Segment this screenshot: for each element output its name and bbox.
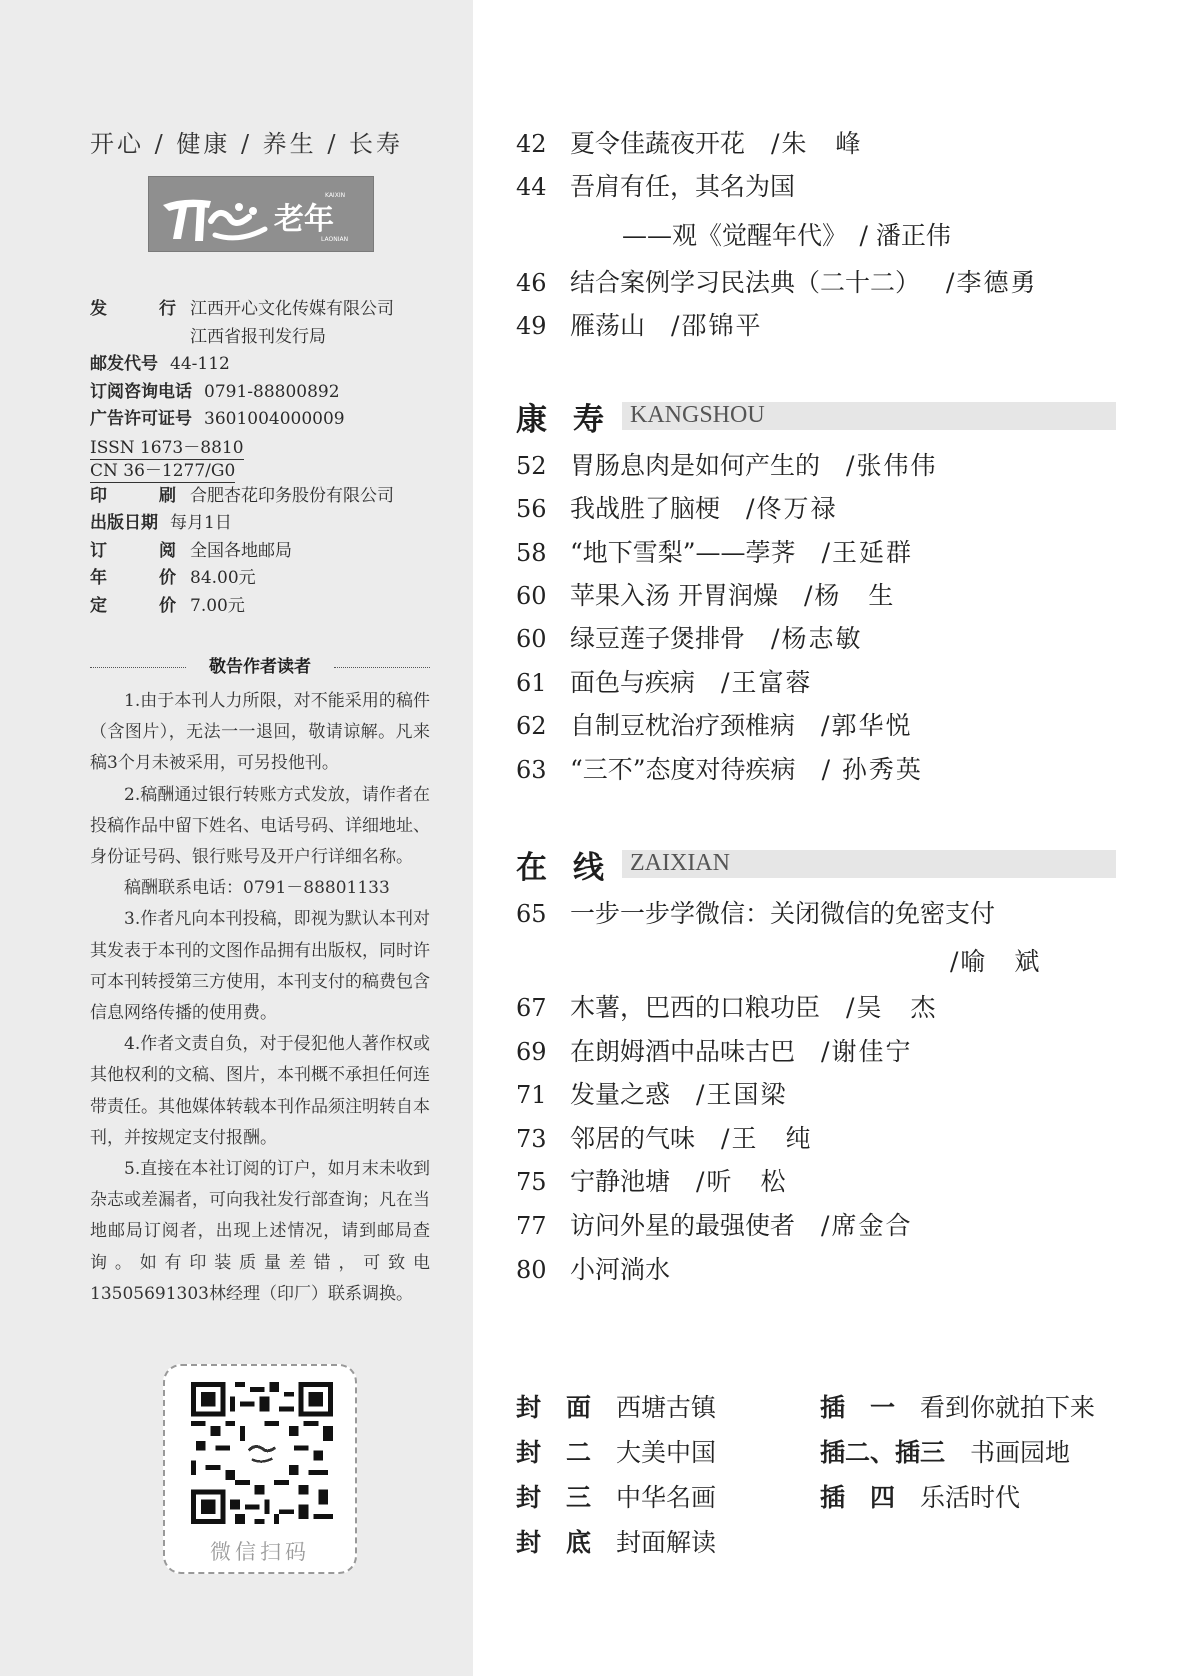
section-header-zaixian: [516, 846, 1116, 886]
info-price: 定 价 7.00元: [90, 595, 245, 616]
toc-title: 一步一步学微信：关闭微信的免密支付: [570, 899, 996, 928]
toc-title: 我战胜了脑梗: [570, 494, 721, 523]
info-phone: 订阅咨询电话 0791-88800892: [90, 381, 340, 402]
qr-caption: 微信扫码: [210, 1540, 310, 1564]
section-title: 在线: [516, 850, 630, 886]
toc-entry[interactable]: 67 木薯，巴西的口粮功臣 /吴 杰: [516, 993, 938, 1022]
toc-title: 雁荡山: [570, 311, 646, 340]
toc-title: 结合案例学习民法典（二十二）: [570, 268, 921, 297]
toc-entry[interactable]: 63 “三不”态度对待疾病 / 孙秀英: [516, 755, 923, 784]
toc-title: 宁静池塘: [570, 1167, 671, 1196]
toc-entry[interactable]: 42 夏令佳蔬夜开花 /朱 峰: [516, 129, 863, 158]
info-publisher: 发 行 江西开心文化传媒有限公司: [90, 299, 394, 319]
toc-entry[interactable]: 58 “地下雪梨”——荸荠 /王延群: [516, 538, 913, 567]
toc-title: 在朗姆酒中品味古巴: [570, 1037, 796, 1066]
credit-item: 封 三 中华名画: [516, 1483, 717, 1512]
toc-entry[interactable]: 77 访问外星的最强使者 /席金合: [516, 1211, 913, 1240]
qr-code-icon: [191, 1382, 333, 1524]
notice-paragraph: 3.作者凡向本刊投稿，即视为默认本刊对其发表于本刊的文图作品拥有出版权，同时许可本刊转授第三方使用，本刊支付的稿费包含信息网络传播的使用费。: [90, 909, 430, 1024]
toc-title: 邻居的气味: [570, 1124, 696, 1153]
toc-title: 自制豆枕治疗颈椎病: [570, 711, 796, 740]
toc-entry[interactable]: 56 我战胜了脑梗 /佟万禄: [516, 494, 838, 523]
toc-title: 夏令佳蔬夜开花: [570, 129, 746, 158]
publication-info: [90, 296, 450, 620]
info-postal-code: 邮发代号 44-112: [90, 354, 230, 374]
credit-item: 封 二 大美中国: [516, 1438, 717, 1467]
info-distributor: 江西省报刊发行局: [190, 326, 326, 347]
info-ad-license: 广告许可证号 3601004000009: [90, 409, 345, 429]
toc-title: 胃肠息肉是如何产生的: [570, 451, 821, 480]
info-printer: 印 刷 合肥杏花印务股份有限公司: [90, 485, 394, 506]
toc-title: 小河淌水: [570, 1255, 671, 1284]
divider: [90, 667, 186, 668]
section-header-kangshou: [516, 398, 1116, 438]
toc-title: 苹果入汤 开胃润燥: [570, 581, 778, 610]
toc-subtitle: ——观《觉醒年代》 / 潘正伟: [622, 221, 951, 250]
wechat-qr-box[interactable]: [163, 1364, 357, 1574]
toc-author: /听 松: [696, 1167, 788, 1196]
toc-title: 吾肩有任，其名为国: [570, 172, 796, 201]
toc-author: / 孙秀英: [821, 755, 923, 784]
toc-author: /李德勇: [946, 268, 1038, 297]
toc-entry[interactable]: 71 发量之惑 /王国梁: [516, 1080, 788, 1109]
section-title-en: ZAIXIAN: [630, 850, 730, 876]
info-annual-price: 年 价 84.00元: [90, 568, 256, 588]
toc-author: /王 纯: [721, 1124, 813, 1153]
logo-sub-text: 老年: [274, 202, 334, 237]
svg-text:KAIXIN: KAIXIN: [325, 192, 346, 199]
section-title: 康寿: [516, 402, 630, 438]
magazine-logo: [148, 176, 374, 252]
toc-title: “地下雪梨”——荸荠: [570, 538, 796, 567]
toc-entry[interactable]: 69 在朗姆酒中品味古巴 /谢佳宁: [516, 1037, 913, 1066]
toc-title: 面色与疾病: [570, 668, 696, 697]
toc-author: /王国梁: [696, 1080, 788, 1109]
toc-title: 发量之惑: [570, 1080, 671, 1109]
info-pub-date: 出版日期 每月1日: [90, 513, 232, 533]
divider: [334, 667, 430, 668]
section-title-en: KANGSHOU: [630, 402, 765, 428]
toc-entry[interactable]: 60 绿豆莲子煲排骨 /杨志敏: [516, 624, 863, 653]
toc-title: 木薯，巴西的口粮功臣: [570, 993, 821, 1022]
toc-author: /王富蓉: [721, 668, 813, 697]
toc-author: /杨志敏: [771, 624, 863, 653]
credit-item: 封 底 封面解读: [516, 1528, 717, 1557]
toc-author: /邵锦平: [671, 311, 763, 340]
svg-text:LAONIAN: LAONIAN: [321, 236, 349, 243]
toc-entry[interactable]: 49 雁荡山 /邵锦平: [516, 311, 763, 340]
toc-entry[interactable]: 65 一步一步学微信：关闭微信的免密支付: [516, 899, 996, 928]
toc-title: 访问外星的最强使者: [570, 1211, 796, 1240]
toc-entry[interactable]: 60 苹果入汤 开胃润燥 /杨 生: [516, 581, 896, 610]
toc-author: /佟万禄: [746, 494, 838, 523]
toc-entry[interactable]: 46 结合案例学习民法典（二十二） /李德勇: [516, 268, 1038, 297]
notice-paragraph: 稿酬联系电话：0791－88801133: [124, 878, 390, 899]
credit-item: 插二、插三 书画园地: [820, 1438, 1071, 1467]
toc-entry[interactable]: 44 吾肩有任，其名为国: [516, 172, 796, 201]
notice-paragraph: 4.作者文责自负，对于侵犯他人著作权或其他权利的文稿、图片，本刊概不承担任何连带责任。其他媒体转载本刊作品须注明转自本刊，并按规定支付报酬。: [90, 1034, 430, 1148]
notice-paragraph: 1.由于本刊人力所限，对不能采用的稿件（含图片），无法一一退回，敬请谅解。凡来稿3个月未被采用，可另投他刊。: [90, 691, 430, 774]
notice-paragraph: 2.稿酬通过银行转账方式发放，请作者在投稿作品中留下姓名、电话号码、详细地址、身份证号码、银行账号及开户行详细名称。: [90, 784, 430, 868]
toc-author: /朱 峰: [771, 129, 863, 158]
sidebar: [0, 0, 473, 1676]
cn-number: CN 36－1277/G0: [90, 460, 236, 481]
toc-author: /杨 生: [803, 581, 896, 610]
credit-item: 插 四 乐活时代: [820, 1483, 1021, 1512]
issn: ISSN 1673－8810: [90, 437, 244, 458]
toc-entry[interactable]: 62 自制豆枕治疗颈椎病 /郭华悦: [516, 711, 913, 740]
credit-item: 封 面 西塘古镇: [516, 1393, 717, 1422]
toc-author: /张伟伟: [846, 451, 938, 480]
notice-body: [90, 686, 430, 1310]
toc-author: /郭华悦: [821, 711, 913, 740]
toc-author: /喻 斌: [950, 947, 1042, 976]
info-issn-cn: [90, 434, 450, 483]
toc-author: /吴 杰: [846, 993, 938, 1022]
logo-icon: [149, 177, 375, 253]
credit-item: 插 一 看到你就拍下来: [820, 1393, 1096, 1422]
toc-title: 绿豆莲子煲排骨: [570, 624, 746, 653]
toc-author: /谢佳宁: [821, 1037, 913, 1066]
toc-entry[interactable]: 75 宁静池塘 /听 松: [516, 1167, 788, 1196]
slogan: 开心 / 健康 / 养生 / 长寿: [90, 130, 404, 158]
toc-entry[interactable]: 52 胃肠息肉是如何产生的 /张伟伟: [516, 451, 938, 480]
toc-title: “三不”态度对待疾病: [570, 755, 796, 784]
toc-entry[interactable]: 73 邻居的气味 /王 纯: [516, 1124, 813, 1153]
toc-author: /王延群: [821, 538, 913, 567]
toc-entry[interactable]: 61 面色与疾病 /王富蓉: [516, 668, 813, 697]
info-subscribe: 订 阅 全国各地邮局: [90, 540, 292, 561]
notice-paragraph: 5.直接在本社订阅的订户，如月末未收到杂志或差漏者，可向我社发行部查询；凡在当地邮局订阅者，出现上述情况，请到邮局查询。如有印装质量差错，可致电13505691303林经理（印厂）联系调换。: [90, 1159, 430, 1304]
toc-author: /席金合: [821, 1211, 913, 1240]
notice-title: 敬告作者读者: [90, 654, 430, 680]
toc-entry[interactable]: 80 小河淌水: [516, 1255, 671, 1284]
